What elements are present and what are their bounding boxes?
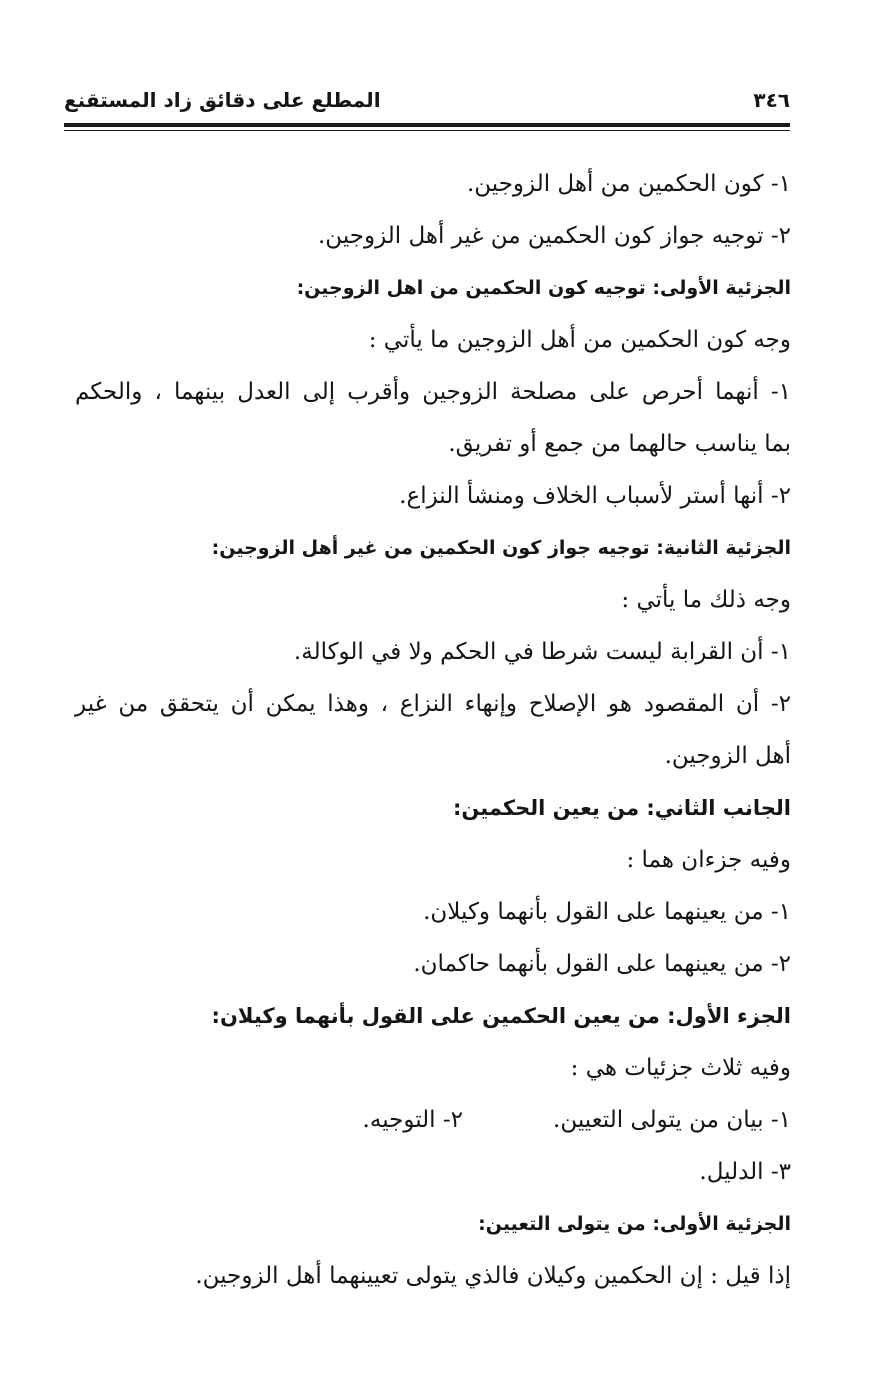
paragraph-line: وفيه ثلاث جزئيات هي :	[570, 1055, 791, 1081]
list-item: ١- أنهما أحرص على مصلحة الزوجين وأقرب إلى العدل بينهما ، والحكم	[75, 379, 791, 405]
header-rule-thick	[64, 123, 790, 127]
section-heading: الجانب الثاني: من يعين الحكمين:	[452, 796, 791, 820]
paragraph-line: إذا قيل : إن الحكمين وكيلان فالذي يتولى تعيينهما أهل الزوجين.	[195, 1263, 791, 1289]
running-title: المطلع على دقائق زاد المستقنع	[64, 88, 381, 112]
list-item: ٢- أنها أستر لأسباب الخلاف ومنشأ النزاع.	[399, 483, 791, 509]
list-item: ٢- من يعينهما على القول بأنهما حاكمان.	[413, 951, 791, 977]
list-item: ١- كون الحكمين من أهل الزوجين.	[466, 171, 791, 197]
list-item: ١- من يعينهما على القول بأنهما وكيلان.	[423, 899, 791, 925]
section-heading: الجزء الأول: من يعين الحكمين على القول بأنهما وكيلان:	[211, 1004, 791, 1028]
paragraph-line: وجه ذلك ما يأتي :	[621, 587, 791, 613]
page-header	[64, 88, 790, 118]
section-heading: الجزئية الأولى: من يتولى التعيين:	[478, 1213, 791, 1235]
page-body	[75, 158, 791, 1302]
two-column-list	[75, 1094, 791, 1146]
list-item: ١- أن القرابة ليست شرطا في الحكم ولا في الوكالة.	[293, 639, 791, 665]
paragraph-line: بما يناسب حالهما من جمع أو تفريق.	[448, 431, 791, 457]
list-item: ٢- التوجيه.	[362, 1107, 464, 1133]
section-heading: الجزئية الثانية: توجيه جواز كون الحكمين من غير أهل الزوجين:	[211, 537, 791, 559]
header-rule-thin	[64, 130, 790, 131]
page-number: ٣٤٦	[753, 88, 790, 112]
paragraph-line: أهل الزوجين.	[664, 743, 791, 769]
list-item: ٣- الدليل.	[699, 1159, 791, 1185]
list-item: ٢- توجيه جواز كون الحكمين من غير أهل الزوجين.	[318, 223, 791, 249]
section-heading: الجزئية الأولى: توجيه كون الحكمين من اهل الزوجين:	[296, 277, 791, 299]
paragraph-line: وفيه جزءان هما :	[626, 847, 791, 873]
list-item: ٢- أن المقصود هو الإصلاح وإنهاء النزاع ، وهذا يمكن أن يتحقق من غير	[75, 691, 791, 717]
paragraph-line: وجه كون الحكمين من أهل الزوجين ما يأتي :	[368, 327, 791, 353]
list-item: ١- بيان من يتولى التعيين.	[553, 1107, 791, 1133]
